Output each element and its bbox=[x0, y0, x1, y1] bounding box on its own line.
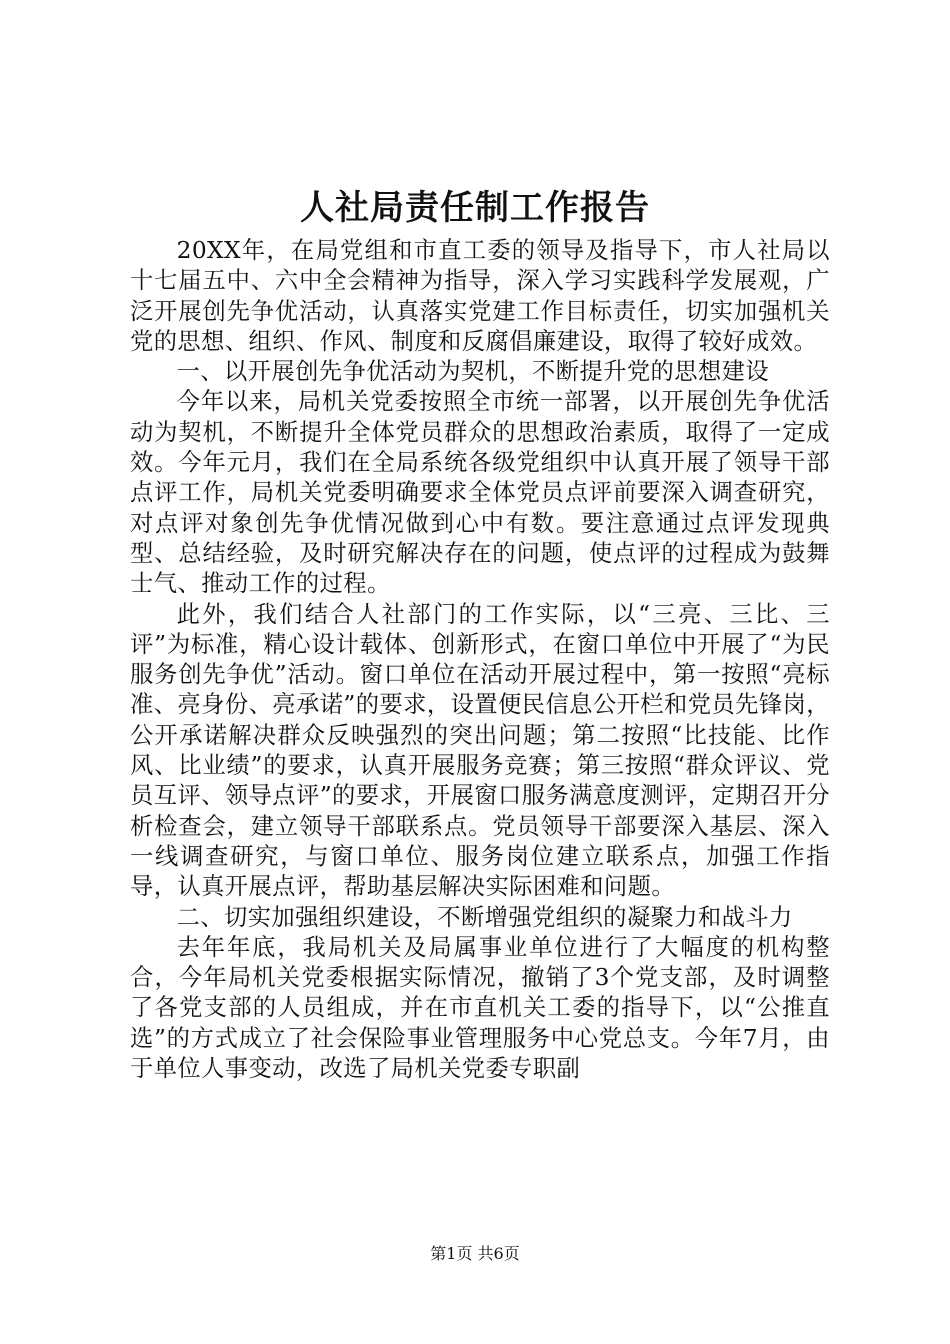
body-paragraph: 此外，我们结合人社部门的工作实际，以“三亮、三比、三评”为标准，精心设计载体、创新形式，在窗口单位中开展了“为民服务创先争优”活动。窗口单位在活动开展过程中，第一按照“亮标准、亮身份、亮承诺”的要求，设置便民信息公开栏和党员先锋岗，公开承诺解决群众反映强烈的突出问题；第二按照“比技能、比作风、比业绩”的要求，认真开展服务竞赛；第三按照“群众评议、党员互评、领导点评”的要求，开展窗口服务满意度测评，定期召开分析检查会，建立领导干部联系点。党员领导干部要深入基层、深入一线调查研究，与窗口单位、服务岗位建立联系点，加强工作指导，认真开展点评，帮助基层解决实际困难和问题。 bbox=[130, 600, 830, 901]
page-footer: 第1页 共6页 bbox=[430, 1244, 520, 1263]
body-paragraph: 今年以来，局机关党委按照全市统一部署，以开展创先争优活动为契机，不断提升全体党员群众的思想政治素质，取得了一定成效。今年元月，我们在全局系统各级党组织中认真开展了领导干部点评工作，局机关党委明确要求全体党员点评前要深入调查研究，对点评对象创先争优情况做到心中有数。要注意通过点评发现典型、总结经验，及时研究解决存在的问题，使点评的过程成为鼓舞士气、推动工作的过程。 bbox=[130, 388, 830, 598]
section-heading-2: 二、切实加强组织建设，不断增强党组织的凝聚力和战斗力 bbox=[176, 903, 793, 931]
document-title: 人社局责任制工作报告 bbox=[300, 188, 650, 228]
body-paragraph: 去年年底，我局机关及局属事业单位进行了大幅度的机构整合，今年局机关党委根据实际情况，撤销了3个党支部，及时调整了各党支部的人员组成，并在市直机关工委的指导下，以“公推直选”的方式成立了社会保险事业管理服务中心党总支。今年7月，由于单位人事变动，改选了局机关党委专职副 bbox=[130, 933, 830, 1083]
intro-paragraph: 20XX年，在局党组和市直工委的领导及指导下，市人社局以十七届五中、六中全会精神为指导，深入学习实践科学发展观，广泛开展创先争优活动，认真落实党建工作目标责任，切实加强机关党的思想、组织、作风、制度和反腐倡廉建设，取得了较好成效。 bbox=[130, 237, 830, 355]
document-body bbox=[130, 236, 830, 1084]
section-heading-1: 一、以开展创先争优活动为契机，不断提升党的思想建设 bbox=[176, 358, 770, 386]
